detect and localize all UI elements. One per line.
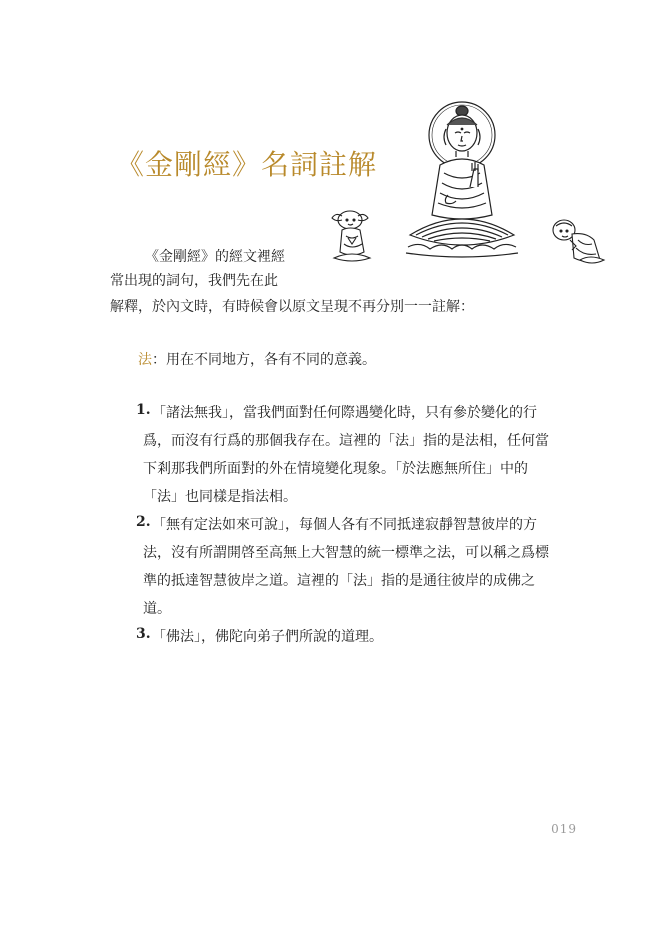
item-line: 法，沒有所謂開啓至高無上大智慧的統一標準之法，可以稱之爲標 — [143, 545, 549, 561]
page-number: 019 — [551, 822, 577, 836]
disciple-figure-right — [550, 214, 608, 266]
item-line: 準的抵達智慧彼岸之道。這裡的「法」指的是通往彼岸的成佛之 — [143, 573, 535, 589]
item-line: 「無有定法如來可說」，每個人各有不同抵達寂靜智慧彼岸的方 — [152, 517, 537, 533]
item-line: 「諸法無我」，當我們面對任何際遇變化時，只有參於變化的行 — [152, 405, 537, 421]
item-line: 「法」也同樣是指法相。 — [143, 489, 297, 505]
intro-line-3: 解釋，於內文時，有時候會以原文呈現不再分別一一註解： — [110, 299, 474, 315]
intro-line-1: 《金剛經》的經文裡經 — [145, 249, 285, 265]
item-line: 下剎那我們所面對的外在情境變化現象。「於法應無所住」中的 — [143, 461, 528, 477]
item-line: 「佛法」，佛陀向弟子們所說的道理。 — [152, 629, 383, 645]
page-title: 《金剛經》名詞註解 — [116, 148, 378, 181]
disciple-figure-left — [328, 208, 376, 266]
term-definition — [138, 349, 376, 371]
item-number: 1. — [136, 402, 151, 418]
term-word: 法 — [138, 352, 152, 368]
item-line: 道。 — [143, 601, 171, 617]
term-definition-text: ：用在不同地方，各有不同的意義。 — [152, 352, 376, 368]
item-number: 3. — [136, 626, 151, 642]
intro-line-2: 常出現的詞句，我們先在此 — [110, 273, 278, 289]
buddha-illustration — [400, 95, 525, 265]
item-number: 2. — [136, 514, 151, 530]
item-line: 爲，而沒有行爲的那個我存在。這裡的「法」指的是法相，任何當 — [143, 433, 549, 449]
